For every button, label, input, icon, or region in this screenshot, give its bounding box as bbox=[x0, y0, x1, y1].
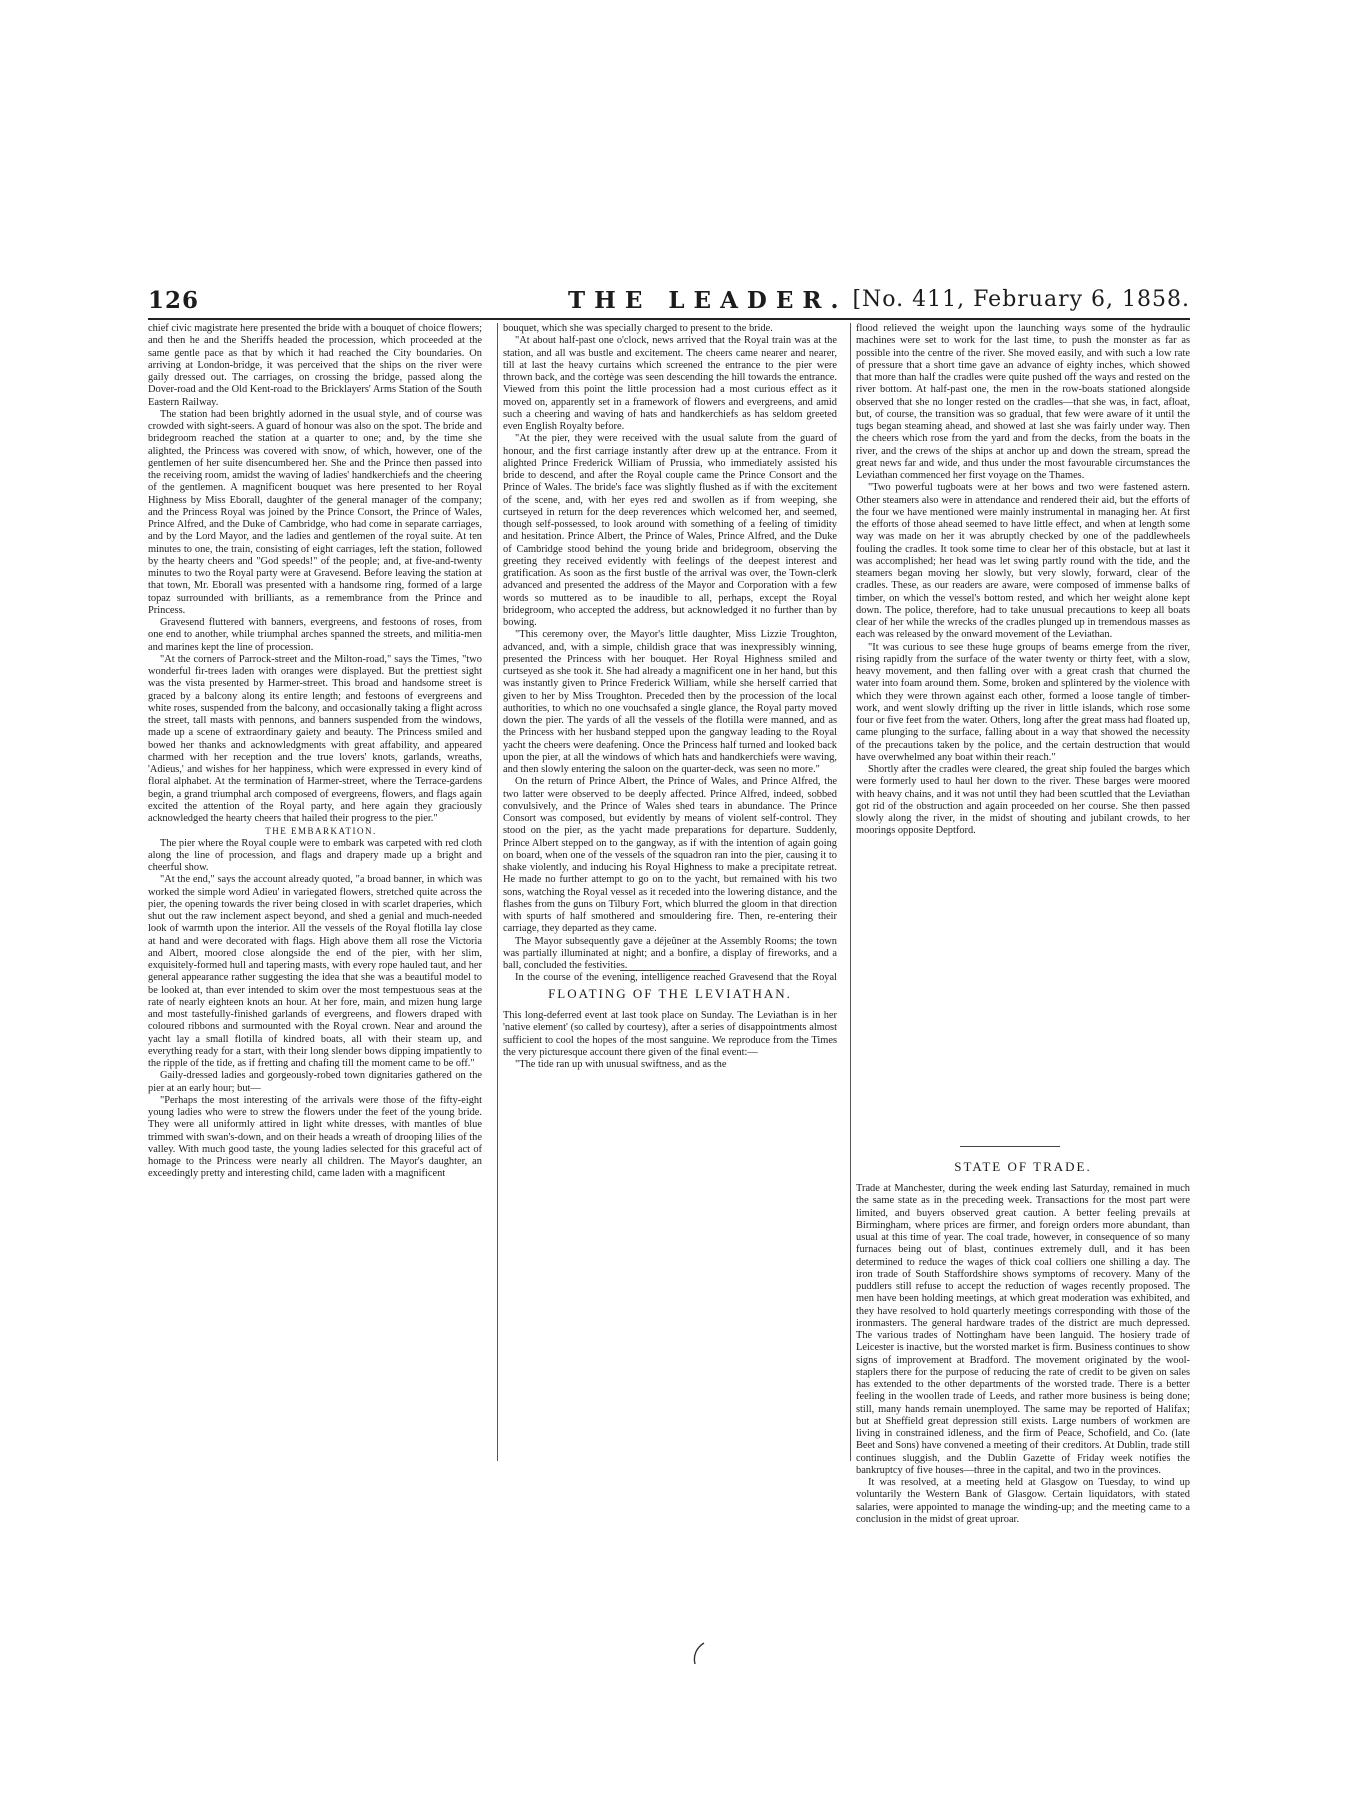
leviathan-heading: FLOATING OF THE LEVIATHAN. bbox=[548, 986, 792, 1001]
paragraph: The Mayor subsequently gave a déjeûner at the Assembly Rooms; the town was partially illuminated at night; and a bonfire, a display of fireworks, and a ball, concluded the festivities. bbox=[503, 935, 837, 971]
paragraph: Shortly after the cradles were cleared, the great ship fouled the barges which were formerly used to haul her down to the river. These barges were moored with heavy chains, and it was not until they had been scuttled that the Leviathan got rid of the obstruction and again proceeded on her course. She then passed slowly along the river, in the midst of shouting and jubilant crowds, to her moorings opposite Deptford. bbox=[856, 764, 1190, 837]
paragraph: "At the end," says the account already quoted, "a broad banner, in which was worked the simple word Adieu' in variegated flowers, stretched quite across the pier, the opening towards the river being closed in with scarlet draperies, which shut out the raw inclement aspect beyond, and shed a genial and much-needed look of warmth upon the interior. All the vessels of the Royal flotilla lay close at hand and were decorated with flags. High above them all rose the Victoria and Albert, moored close alongside the end of the pier, with her slim, exquisitely-formed hull and tapering masts, with every rope hauled taut, and her general appearance rather suggesting the idea that she was a beautiful model to be looked at, than ever intended to skim over the most tempestuous seas at the rate of nearly eighteen knots an hour. At her fore, main, and mizen hung large and most tastefully-finished garlands of evergreens, and flowers draped with coloured ribbons and surmounted with the Royal crown. Near and around the yacht lay a small flotilla of kindred boats, all with their steam up, and everything ready for a start, with their long slender bows dipping impatiently to the ripple of the tide, as if fretting and chafing till the moment came to be off." bbox=[148, 874, 482, 1069]
paragraph: In the course of the evening, intelligence reached Gravesend that the Royal bbox=[515, 972, 837, 983]
leviathan-article bbox=[503, 1010, 837, 1121]
section-divider bbox=[960, 1146, 1060, 1147]
paragraph: It was resolved, at a meeting held at Glasgow on Tuesday, to wind up voluntarily the Western Bank of Glasgow. Certain liquidators, with stated salaries, were appointed to manage the winding-up; and the meeting came to a conclusion in the midst of great uproar. bbox=[856, 1477, 1190, 1525]
subheading-embarkation: THE EMBARKATION. bbox=[265, 826, 377, 837]
paragraph: "It was curious to see these huge groups of beams emerge from the river, rising rapidly from the surface of the water twenty or thirty feet, with a slow, heavy movement, and then falling over with a great crash that churned the water into foam around them. Some, broken and splintered by the violence with which they were thrown against each other, formed a loose tangle of timber-work, and went slowly drifting up the river in little islands, which rose some four or five feet from the water. Others, long after the great mass had floated up, came plunging to the surface, falling about in a way that showed the necessity of the precautions taken by the police, and the certain destruction that would have overwhelmed any boat within their reach." bbox=[856, 641, 1190, 763]
paragraph: chief civic magistrate here presented the bride with a bouquet of choice flowers; and then he and the Sheriffs headed the procession, which proceeded at the same gentle pace as that by which it had reached the City boundaries. On arriving at London-bridge, it was perceived that the ships on the river were gaily dressed out. The carriages, on crossing the bridge, passed along the Dover-road and the Old Kent-road to the Bricklayers' Arms Station of the South Eastern Railway. bbox=[148, 323, 482, 408]
paragraph: bouquet, which she was specially charged to present to the bride. bbox=[503, 323, 773, 334]
paragraph: The station had been brightly adorned in the usual style, and of course was crowded with sight-seers. A guard of honour was also on the spot. The bride and bridegroom reached the station at a quarter to one; and, by the time she alighted, the Princess was covered with snow, of which, however, one of the gentlemen of her suite disencumbered her. She and the Prince then passed into the receiving room, amidst the waving of ladies' handkerchiefs and the cheering of the gentlemen. A magnificent bouquet was here presented to her Royal Highness by Miss Eborall, daughter of the general manager of the company; and the Princess Royal was joined by the Prince Consort, the Prince of Wales, Prince Alfred, and the Duke of Cambridge, who had come in separate carriages, and by the Lord Mayor, and the ladies and gentlemen of the royal suite. At ten minutes to one, the train, consisting of eight carriages, left the station, followed by the hearty cheers and "God speeds!" of the people; and, at five-and-twenty minutes to two the Royal party were at Gravesend. Before leaving the station at that town, Mr. Eborall was presented with a handsome ring, formed of a large topaz surrounded with brilliants, as a remembrance from the Prince and Princess. bbox=[148, 408, 482, 616]
column-rule bbox=[497, 323, 498, 1461]
issue-line: [No. 411, February 6, 1858. bbox=[852, 287, 1190, 312]
paragraph: "At the pier, they were received with the usual salute from the guard of honour, and the first carriage instantly after drew up at the entrance. From it alighted Prince Frederick William of Prussia, who immediately assisted his bride to descend, and after the Royal couple came the Prince Consort and the Prince of Wales. The bride's face was slightly flushed as if with the excitement of the scene, and, with her eyes red and swollen as if from weeping, she curtseyed in return for the deep reverences which welcomed her, and seemed, though self-possessed, to look around with something of a feeling of timidity and hesitation. Prince Albert, the Prince of Wales, Prince Alfred, and the Duke of Cambridge stood behind the young bride and bridegroom, observing the greeting they received evidently with feelings of the deepest interest and gratification. As soon as the first bustle of the arrival was over, the Town-clerk advanced and presented the address of the Mayor and Corporation with a few words so muttered as to be inaudible to all, perhaps, except the Royal bridegroom, who accepted the address, but acknowledged it no further than by bowing. bbox=[503, 433, 837, 628]
section-divider bbox=[620, 970, 720, 971]
state-of-trade-article bbox=[856, 1183, 1190, 1548]
column-1 bbox=[148, 323, 482, 1458]
paragraph: Gravesend fluttered with banners, evergreens, and festoons of roses, from one end to another, while triumphal arches spanned the streets, and militia-men and marines kept the line of procession. bbox=[148, 617, 482, 653]
paragraph: "The tide ran up with unusual swiftness, and as the bbox=[515, 1059, 727, 1070]
page-number: 126 bbox=[148, 287, 200, 314]
paragraph: "Two powerful tugboats were at her bows and two were fastened astern. Other steamers also were in attendance and rendered their aid, but the efforts of the four we have mentioned were mainly instrumental in managing her. At first the efforts of those ahead seemed to have little effect, and when at length some way was made on her it was abruptly checked by one of the paddlewheels fouling the cradles. It took some time to clear her of this obstacle, but at last it was accomplished; her head was let swing partly round with the tide, and the steamers began moving her slowly, but very slowly, forward, clear of the cradles. These, as our readers are aware, were composed of immense balks of timber, on which the vessel's bottom rested, and which her weight alone kept down. The police, therefore, had to take unusual precautions to keep all boats clear of her while the wrecks of the cradles plunged up in tremendous masses as each was released by the onward movement of the Leviathan. bbox=[856, 482, 1190, 641]
paragraph: On the return of Prince Albert, the Prince of Wales, and Prince Alfred, the two latter were observed to be deeply affected. Prince Alfred, indeed, sobbed convulsively, and the Prince of Wales shed tears in abundance. The Prince Consort was composed, but evidently by means of violent self-control. They stood on the pier, as the yacht made preparations for departure. Suddenly, Prince Albert stepped on to the gangway, as if with the intention of again going on board, when one of the vessels of the squadron ran into the pier, causing it to shake violently, and inducing his Royal Highness to make a precipitate retreat. He made no further attempt to go on to the yacht, but remained with his two sons, watching the Royal vessel as it receded into the lowering distance, and the flashes from the guns on Tilbury Fort, which blurred the gloom in that direction with spurts of half smothered and smouldering fire. Then, re-entering their carriage, they departed as they came. bbox=[503, 776, 837, 935]
newspaper-title: THE LEADER. bbox=[568, 287, 848, 314]
page-header bbox=[148, 287, 1190, 321]
paragraph: Gaily-dressed ladies and gorgeously-robed town dignitaries gathered on the pier at an early hour; but— bbox=[148, 1070, 482, 1094]
state-of-trade-heading: STATE OF TRADE. bbox=[954, 1159, 1092, 1174]
header-rule bbox=[148, 318, 1190, 320]
column-2 bbox=[503, 323, 837, 983]
paragraph: "At the corners of Parrock-street and the Milton-road," says the Times, "two wonderful fir-trees laden with oranges were displayed. But the prettiest sight was the vista presented by Harmer-street. This broad and handsome street is graced by a balcony along its entire length; and festoons of evergreens and white roses, suspended from the balcony, and occasionally taking a flight across the street, tall masts with pennons, and banners suspended from the windows, made up a scene of extraordinary gaiety and beauty. The Princess smiled and bowed her thanks and acknowledgments with great affability, and appeared charmed with her reception and the true lovers' knots, garlands, wreaths, 'Adieus,' and wishes for her happiness, which were expressed in every kind of floral alphabet. At the termination of Harmer-street, where the Terrace-gardens begin, a grand triumphal arch composed of evergreens, flowers, and flags again excited the attention of the Royal party, and here again they graciously acknowledged the hearty cheers that hailed their progress to the pier." bbox=[148, 653, 482, 824]
paragraph: "Perhaps the most interesting of the arrivals were those of the fifty-eight young ladies who were to strew the flowers under the feet of the young bride. They were all uniformly attired in light white dresses, with mantles of blue trimmed with swan's-down, and on their heads a wreath of drooping lilies of the valley. With much good taste, the young ladies selected for this graceful act of homage to the Princess were nearly all children. The Mayor's daughter, an exceedingly pretty and interesting child, came laden with a magnificent bbox=[148, 1094, 482, 1180]
paragraph: "At about half-past one o'clock, news arrived that the Royal train was at the station, and all was bustle and excitement. The cheers came nearer and nearer, till at last the heavy curtains which screened the entrance to the pier were thrown back, and the cortège was seen descending the hill towards the entrance. Viewed from this point the little procession had a most curious effect as it moved on, apparently set in a framework of flowers and evergreens, and amid such a cheering and waving of hats and handkerchiefs as has seldom greeted even English Royalty before. bbox=[503, 335, 837, 432]
paragraph: Trade at Manchester, during the week ending last Saturday, remained in much the same state as in the preceding week. Transactions for the most part were limited, and buyers observed great caution. A better feeling prevails at Birmingham, where prices are firmer, and foreign orders more abundant, than usual at this time of year. The coal trade, however, in consequence of so many furnaces being out of blast, continues extremely dull, and it has been determined to reduce the wages of thick coal colliers one shilling a day. The iron trade of South Staffordshire shows symptoms of recovery. Many of the puddlers still refuse to accept the reduction of wages recently proposed. The men have been holding meetings, at which great moderation was exhibited, and they have resolved to hold quarterly meetings corresponding with those of the ironmasters. The general hardware trades of the district are much depressed. The various trades of Nottingham have been languid. The hosiery trade of Leicester is inactive, but the worsted market is firm. Business continues to show signs of improvement at Bradford. The movement originated by the wool-staplers there for the purpose of reducing the rate of credit to be given on sales has extended to the other departments of the worsted trade. There is a better feeling in the woollen trade of Leeds, and rather more business is being done; still, many hands remain unemployed. The same may be reported of Halifax; but at Sheffield great depression still exists. Large numbers of workmen are living in constrained idleness, and the firm of Peace, Schofield, and Co. (late Beet and Sons) have convened a meeting of their creditors. At Dublin, trade still continues sluggish, and the Dublin Gazette of Friday week notifies the bankruptcy of five houses—three in the capital, and two in the provinces. bbox=[856, 1183, 1190, 1476]
paragraph: The pier where the Royal couple were to embark was carpeted with red cloth along the line of procession, and flags and drapery made up a bright and cheerful show. bbox=[148, 837, 482, 873]
column-3 bbox=[856, 323, 1190, 1113]
column-rule bbox=[850, 323, 851, 1461]
paragraph: "This ceremony over, the Mayor's little daughter, Miss Lizzie Troughton, advanced, and, with a simple, childish grace that was inexpressibly winning, presented the Princess with her bouquet. Her Royal Highness smiled and curtseyed as she took it. She had already a magnificent one in her hand, but this was instantly given to Prince Frederick William, while she herself carried that given to her by Miss Troughton. Preceded then by the procession of the local authorities, to which no one vouchsafed a single glance, the Royal party moved down the pier. The yards of all the vessels of the flotilla were manned, and as the Princess with her husband stepped upon the gangway leading to the Royal yacht the cheers were deafening. Once the Princess half turned and looked back upon the pier, at all the windows of which hats and handkerchiefs were waving, and then slowly entering the saloon on the quarter-deck, was seen no more." bbox=[503, 629, 837, 775]
paragraph: flood relieved the weight upon the launching ways some of the hydraulic machines were set to work for the last time, to push the monster as far as possible into the centre of the river. She moved easily, and with such a low rate of pressure that a short time gave an advance of eighty inches, which showed that more than half the cradles were quite pushed off the ways and rested on the river bottom. At half-past one, the men in the row-boats stationed alongside observed that she no longer rested on the cradles—that she was, in fact, afloat, but, of course, the transition was so gradual, that few were aware of it until the tugs began steaming ahead, and showed at last she was fairly under way. Then the cheers which rose from the yard and from the decks, from the boats in the river, and the crews of the ships at anchor up and down the stream, spread the great news far and wide, and thus under the most favourable circumstances the Leviathan commenced her first voyage on the Thames. bbox=[856, 323, 1190, 481]
stray-pen-mark bbox=[690, 1640, 708, 1666]
paragraph: This long-deferred event at last took place on Sunday. The Leviathan is in her 'native element' (so called by courtesy), after a series of disappointments almost sufficient to cool the hopes of the most sanguine. We reproduce from the Times the very picturesque account there given of the final event:— bbox=[503, 1010, 837, 1058]
